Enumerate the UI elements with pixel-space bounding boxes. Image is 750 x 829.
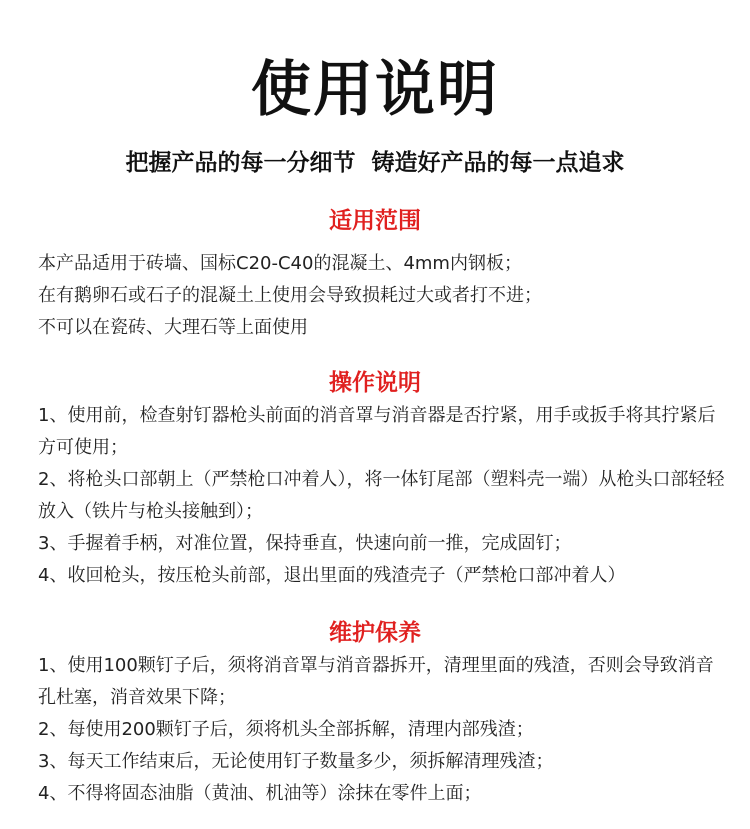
scope-line: 在有鹅卵石或石子的混凝土上使用会导致损耗过大或者打不进； (38, 285, 542, 306)
section-body-operation (38, 400, 728, 592)
maintenance-step: 2、每使用200颗钉子后，须将机头全部拆解，清理内部残渣； (38, 719, 534, 740)
maintenance-step: 1、使用100颗钉子后，须将消音罩与消音器拆开，清理里面的残渣，否则会导致消音孔杜塞，消音效果下降； (38, 655, 714, 708)
section-heading-operation: 操作说明 (329, 370, 421, 396)
section-heading-maintenance: 维护保养 (329, 620, 421, 646)
section-body-maintenance (38, 650, 728, 810)
scope-line: 本产品适用于砖墙、国标C20-C40的混凝土、4mm内钢板； (38, 253, 522, 274)
scope-line: 不可以在瓷砖、大理石等上面使用 (38, 317, 308, 338)
page-subtitle: 把握产品的每一分细节 铸造好产品的每一点追求 (125, 150, 625, 176)
operation-step: 4、收回枪头，按压枪头前部，退出里面的残渣壳子（严禁枪口部冲着人） (38, 565, 626, 586)
section-heading-scope: 适用范围 (329, 208, 421, 234)
operation-step: 1、使用前，检查射钉器枪头前面的消音罩与消音器是否拧紧，用手或扳手将其拧紧后方可使用； (38, 405, 716, 458)
section-body-scope (38, 248, 728, 344)
page-title: 使用说明 (251, 55, 499, 125)
operation-step: 3、手握着手柄，对准位置，保持垂直，快速向前一推，完成固钉； (38, 533, 572, 554)
maintenance-step: 3、每天工作结束后，无论使用钉子数量多少，须拆解清理残渣； (38, 751, 554, 772)
operation-step: 2、将枪头口部朝上（严禁枪口冲着人），将一体钉尾部（塑料壳一端）从枪头口部轻轻放入（铁片与枪头接触到）； (38, 469, 725, 522)
maintenance-step: 4、不得将固态油脂（黄油、机油等）涂抹在零件上面； (38, 783, 482, 804)
